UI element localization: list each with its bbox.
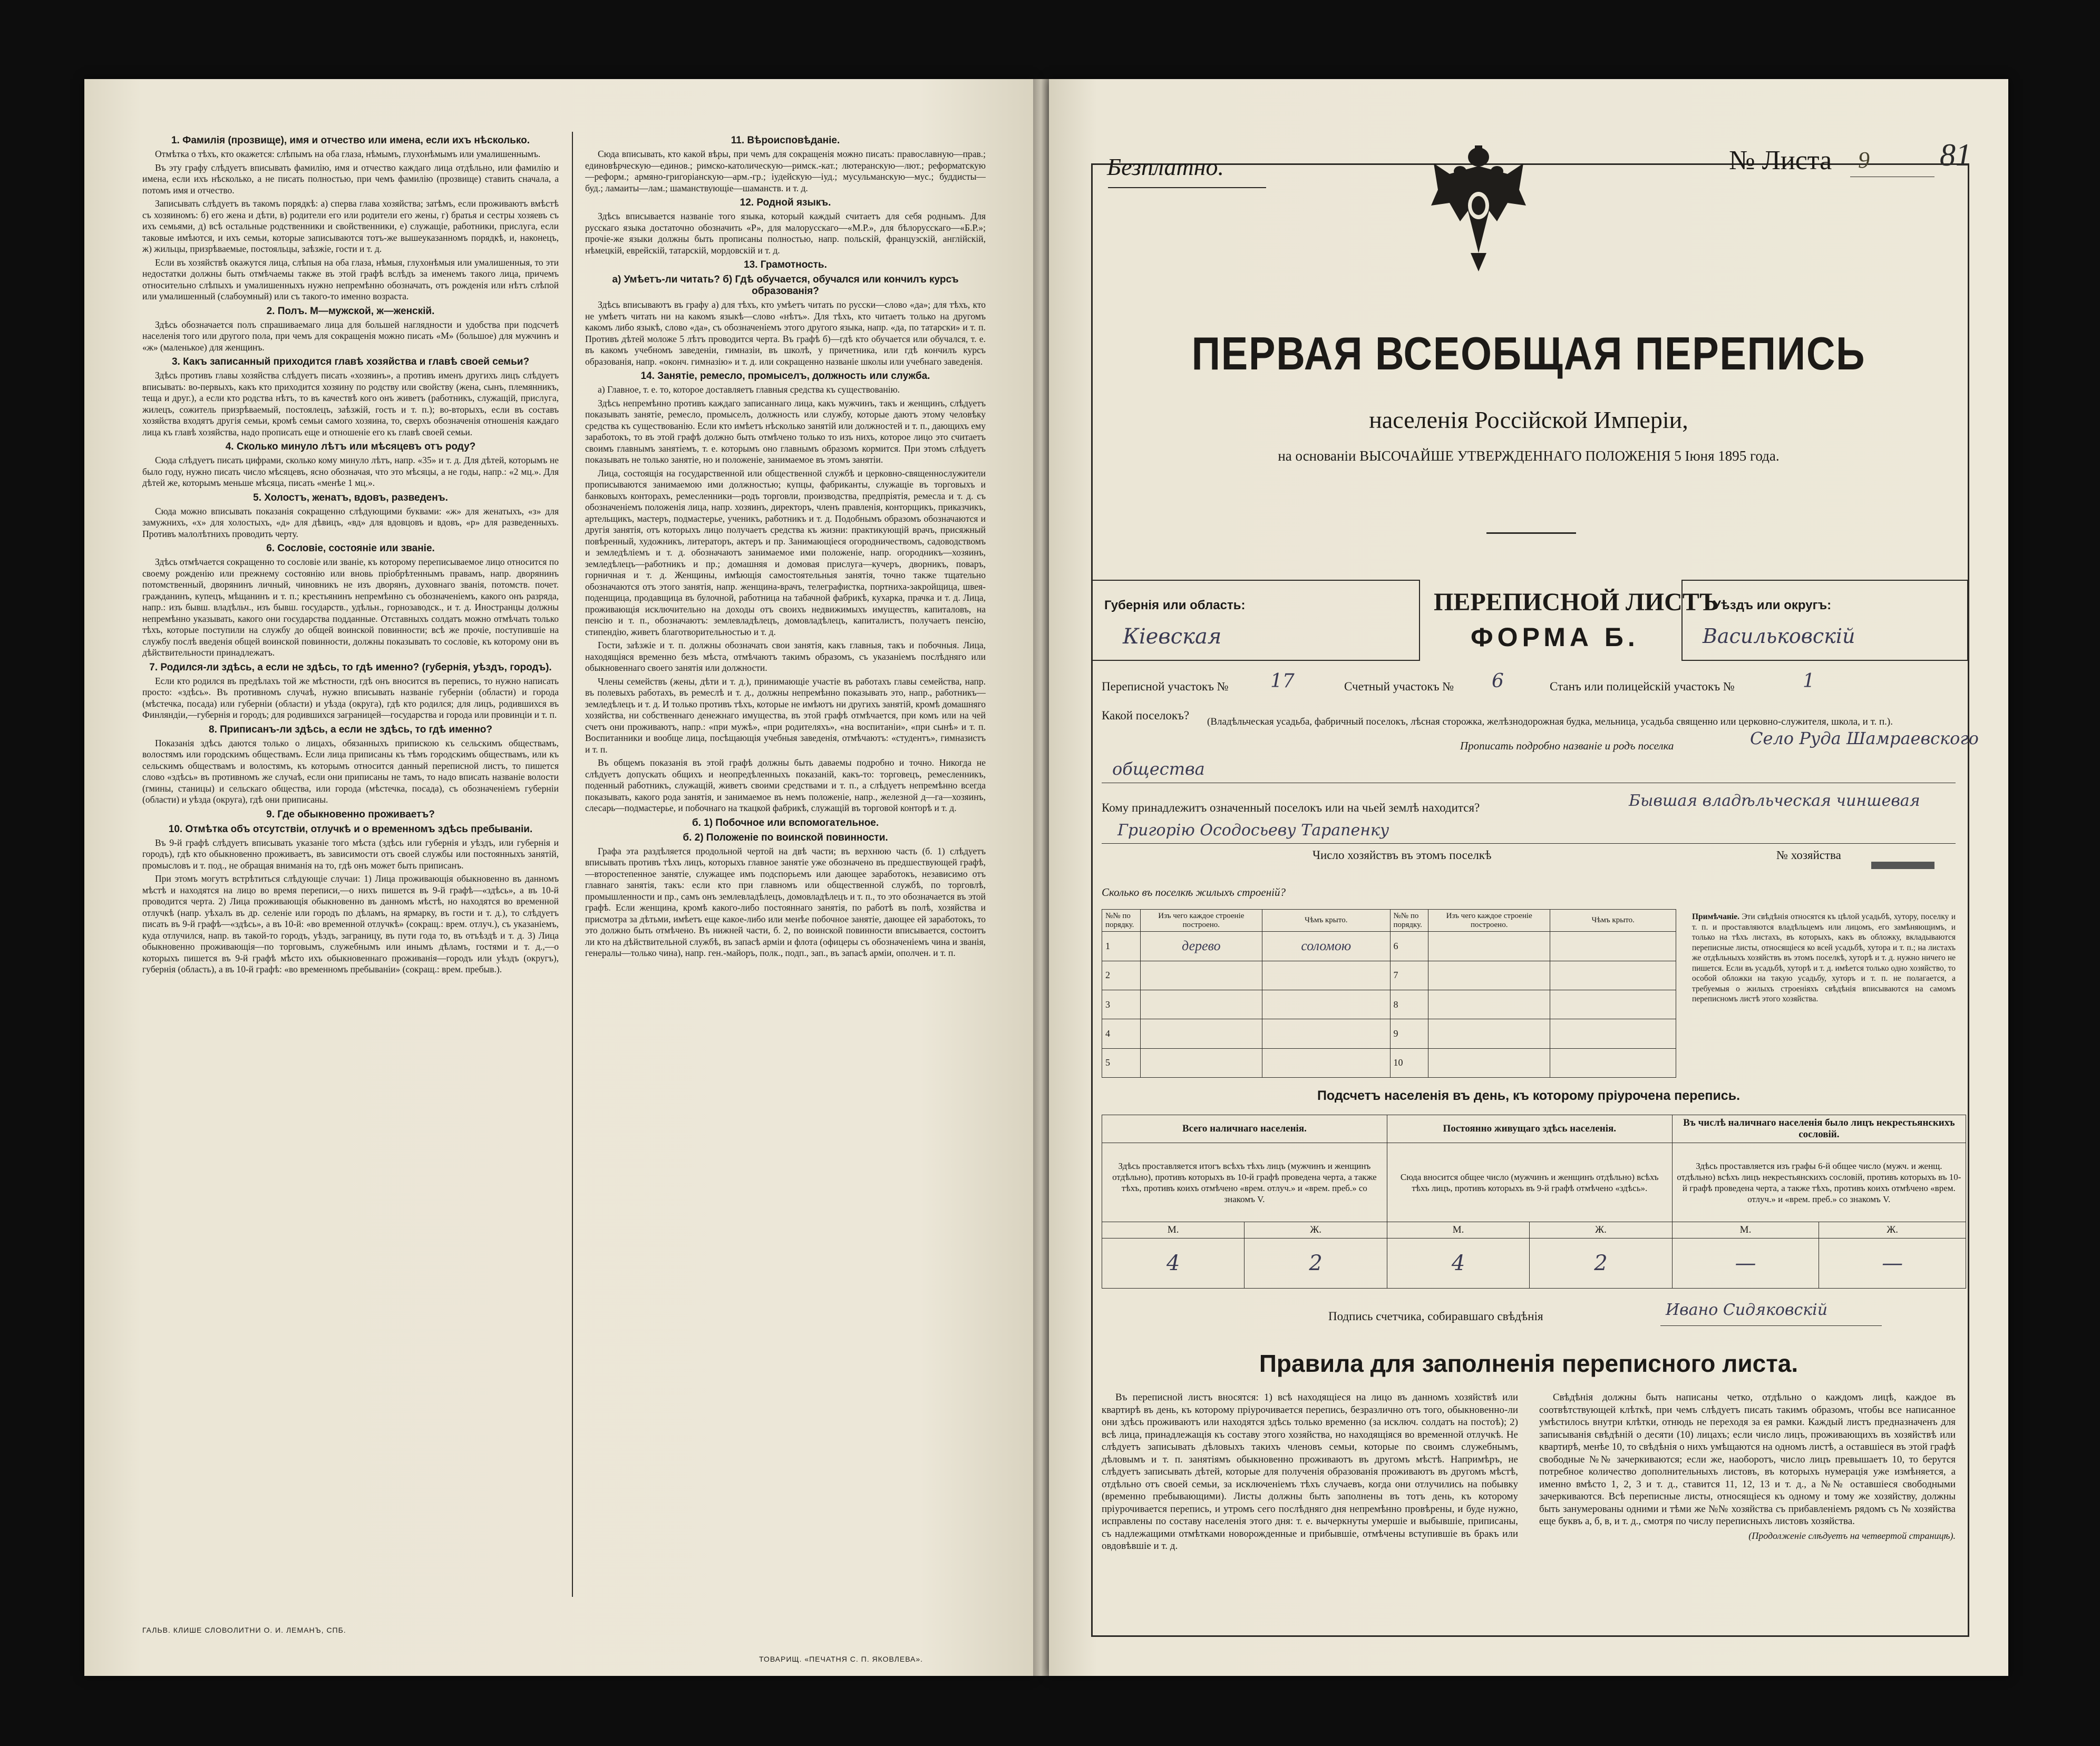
building-material-field[interactable] bbox=[1428, 990, 1550, 1019]
household-number-field[interactable] bbox=[1871, 862, 1934, 869]
present-f-head: Ж. bbox=[1245, 1222, 1387, 1238]
building-roof-field[interactable] bbox=[1550, 1048, 1676, 1077]
building-material-field[interactable] bbox=[1428, 1019, 1550, 1048]
owner-underline bbox=[1102, 843, 1956, 844]
building-number: 2 bbox=[1102, 961, 1141, 990]
building-material-field[interactable] bbox=[1140, 990, 1262, 1019]
building-number: 5 bbox=[1102, 1048, 1141, 1077]
paragraph: Въ 9-й графѣ слѣдуетъ вписывать указаніе того мѣста (здѣсь или губернія и уѣздъ, или губернія и городъ), гдѣ кто обыкновенно проживаетъ, въ зависимости отъ своей службы или постоянныхъ занятій, промысловъ и т. под., не обращая вниманія на то, гдѣ онъ может быть приписанъ. bbox=[142, 837, 559, 871]
paragraph: Здѣсь вписываютъ въ графу а) для тѣхъ, кто умѣетъ читать по русски—слово «да»; для тѣхъ, кто не умѣетъ читать ни на какомъ языкѣ—слово «нѣтъ». Для тѣхъ, кто читаетъ только на другомъ какомъ либо языкѣ, слово «да», съ обозначеніемъ этого другого языка, напр. «да, по татарски» и т. п. Противъ дѣтей моложе 5 лѣтъ проводится черта. Въ графѣ б)—гдѣ кто обучается или обучался, т. е. въ какомъ учебномъ заведеніи, гимназіи, въ школѣ, у причетника, или гдѣ кончилъ курсъ образованія, напр. «оконч. гимназію» и т. д. или сокращенно названіе школы или учебнаго заведенія. bbox=[585, 299, 986, 367]
census-title: ПЕРВАЯ ВСЕОБЩАЯ ПЕРЕПИСЬ bbox=[1191, 327, 1866, 379]
district-label: Уѣздъ или округъ: bbox=[1713, 598, 1832, 612]
buildings-note bbox=[1692, 912, 1956, 1004]
rules-text-1: Въ переписной листъ вносятся: 1) всѣ находящіеся на лицо въ данномъ хозяйствѣ или квартирѣ въ день, къ которому пріурочивается перепись, безразлично отъ того, обыкновенно-ли они здѣсь проживаютъ или находятся здѣсь только временно (за исключ. солдатъ на постоѣ); 2) всѣ лица, принадлежащія къ составу этого хозяйства, но находящіяся во временной отлучкѣ. Не слѣдуетъ записывать дѣловыхъ такихъ членовъ семьи, которые по своимъ служебнымъ, дѣловымъ и т. п. занятіямъ обыкновенно проживаютъ въ другомъ мѣстѣ. Напримѣръ, не слѣдуетъ записывать дѣтей, которые для полученія образованія проживаютъ въ другомъ мѣстѣ, отдѣльно отъ своей семьи, за исключеніемъ тѣхъ случаевъ, когда они отлучились на побывку (временно пребывающими). Листы должны быть заполнены въ тотъ день, къ которому пріурочивается перепись, и утромъ сего послѣдняго дня непремѣнно провѣрены, и буде нужно, исправлены по составу населенія этого дня: т. е. вычеркнуты умершіе и выбывшіе, приписаны, съ надлежащими отмѣтками новорожденные и прибывшіе, отмѣчены вступившіе въ бракъ или овдовѣвшіе и т. д. bbox=[1102, 1392, 1518, 1552]
owner-field-line2[interactable]: Григорію Осодосьеву Тарапенку bbox=[1117, 821, 1389, 840]
household-number-label: № хозяйства bbox=[1776, 848, 1841, 862]
households-label: Число хозяйствъ въ этомъ поселкѣ bbox=[1312, 848, 1492, 862]
paragraph: Здѣсь отмѣчается сокращенно то сословіе или званіе, къ которому переписываемое лицо относится по своему рожденію или прежнему состоянію или вновь пріобрѣтеннымъ правамъ, напр. дворянинъ потомственный, дворянинъ личный, чиновникъ не изъ дворянъ, духовнаго званія, потомств. почет. гражданинъ, купецъ, мѣщанинъ и т. п.; крестьянинъ непремѣнно съ обозначеніемъ, какого онъ разряда, напр.: изъ бывш. владѣльч., изъ бывш. государств., удѣльн., горнозаводск., и т. д. Иностранцы должны непремѣнно указывать, какого они государства подданные. Отставныхъ солдатъ можно отмѣчать только тѣхъ, которые поступили на службу до общей воинской повинности; всѣ же прочіе, поступившіе на службу послѣ введенія общей воинской повинности, должны показывать то сословіе, къ которому они въ дѣйствительности принадлежатъ. bbox=[142, 557, 559, 658]
building-number: 7 bbox=[1390, 961, 1428, 990]
col-head-num-2: №№ по порядку. bbox=[1390, 910, 1428, 932]
building-roof-field[interactable] bbox=[1262, 1048, 1390, 1077]
section-heading: 2. Полъ. М—мужской, ж—женскій. bbox=[266, 305, 435, 317]
foreign-male-count[interactable]: — bbox=[1672, 1238, 1819, 1289]
buildings-row bbox=[1102, 961, 1676, 990]
title-rule bbox=[1486, 532, 1576, 534]
section-heading: 1. Фамилія (прозвище), имя и отчество или имена, если ихъ нѣсколько. bbox=[171, 135, 530, 146]
paragraph: Сюда слѣдуетъ писать цифрами, сколько кому минуло лѣтъ, напр. «35» и т. д. Для дѣтей, которымъ не было году, нужно писать число мѣсяцевъ, ясно обозначая, что это мѣсяцы, а не годы, напр.: «2 мц.». Для дѣтей же, которымъ меньше мѣсяца, писать «менѣе 1 мц.». bbox=[142, 455, 559, 488]
paragraph: Если въ хозяйствѣ окажутся лица, слѣпыя на оба глаза, нѣмыя, глухонѣмыя или умалишенныя, то эти недостатки должны быть отмѣчаемы также въ этой графѣ вслѣдъ за именемъ такого лица, причемъ относительно слѣпыхъ и умалишенныхъ нужно непремѣнно обозначать, отъ рожденія или нѣтъ слѣпой или умалишенный (слабоумный) или съ такого-то именно возраста. bbox=[142, 257, 559, 301]
count-precinct-label: Счетный участокъ № bbox=[1344, 680, 1454, 693]
census-precinct-label: Переписной участокъ № bbox=[1102, 680, 1229, 693]
building-number: 8 bbox=[1390, 990, 1428, 1019]
paragraph: Записывать слѣдуетъ въ такомъ порядкѣ: а) сперва глава хозяйства; затѣмъ, если проживаютъ вмѣстѣ съ хозяиномъ: б) его жена и дѣти, в) родители его или родители его жены, г) братья и сестры хозяевъ съ ихъ семьями, д) всѣ остальные родственники и свойственники, е) служащіе, работники, прислуга, если таковые имѣются, и ихъ семьи, которые записываются тотъ-же вышеуказанномъ порядкѣ, и, наконецъ, ж) жильцы, призрѣваемые, постояльцы, заѣзжіе, гости и т. д. bbox=[142, 198, 559, 254]
paragraph: Здѣсь непремѣнно противъ каждаго записаннаго лица, какъ мужчинъ, такъ и женщинъ, слѣдуетъ показывать занятіе, ремесло, промыселъ, должность или службу, которые даютъ этому человѣку средства къ существованію. Если кто имѣетъ нѣсколько занятій или должностей и т. п., дающихъ ему заработокъ, то въ этой графѣ должно быть отмѣчено только то изъ нихъ, которое лицо это считаетъ своимъ главнымъ занятіемъ, т. е. которымъ оно главнымъ образомъ кормится. При этомъ слѣдуетъ показывать не только занятіе, но и положеніе, занимаемое въ этомъ занятіи. bbox=[585, 397, 986, 465]
section-heading: б. 1) Побочное или вспомогательное. bbox=[692, 817, 879, 828]
sheet-title: ПЕРЕПИСНОЙ ЛИСТЪ bbox=[1434, 588, 1719, 616]
building-roof-field[interactable] bbox=[1550, 932, 1676, 961]
permanent-header: Постоянно живущаго здѣсь населенія. bbox=[1387, 1115, 1672, 1143]
column-divider bbox=[572, 132, 573, 1597]
paragraph: Здѣсь вписывается названіе того языка, который каждый считаетъ для себя роднымъ. Для русскаго языка достаточно обозначить «Р», для малорусскаго—«М.Р.», для бѣлорусскаго—«Б.Р.»; прочіе-же языки должны быть прописаны полностью, напр. польскій, французскій, англійскій, нѣмецкій, еврейскій, татарскій, мордовскій и т. д. bbox=[585, 211, 986, 256]
paragraph: Въ общемъ показанія въ этой графѣ должны быть даваемы подробно и точно. Никогда не слѣдуетъ допускать общихъ и неопредѣленныхъ показаній, какъ-то: торговецъ, ремесленникъ, поденный работникъ, служащій, живетъ своими средствами и т. п., а слѣдуетъ непремѣнно всегда показывать, какого рода занятія, и занимаемое въ немъ положеніе, напр., железной д—га—хозяинъ, слесарь—подмастерье, и побочнаго на ткацкой фабрикѣ, служащій въ торговой конторѣ и т. д. bbox=[585, 757, 986, 813]
document-spread bbox=[84, 79, 2008, 1676]
paragraph: Здѣсь противъ главы хозяйства слѣдуетъ писать «хозяинъ», а противъ именъ другихъ лицъ слѣдуетъ вписывать: во-первыхъ, какъ кто приходится хозяину по родству или свойству (жена, сынъ, племянникъ, теща и друг.), а если кто родства нѣтъ, то въ качествѣ кого онъ живетъ (работникъ, служащій, прислуга, жилецъ, сожитель призрѣваемый, постоялецъ, заѣзжій, гость и т. п.); во-вторыхъ, если въ составъ хозяйства входятъ другія семьи, кромѣ семьи самого хозяина, то, сверхъ обозначенія отношенія каждаго лица къ главѣ хозяйства, надо прописать еще и отношеніе его къ главѣ своей семьи. bbox=[142, 370, 559, 437]
building-number: 9 bbox=[1390, 1019, 1428, 1048]
col-head-material: Изъ чего каждое строеніе построено. bbox=[1140, 910, 1262, 932]
building-roof-field[interactable] bbox=[1550, 990, 1676, 1019]
settlement-instruction bbox=[1460, 739, 1674, 753]
building-material-field[interactable] bbox=[1140, 1019, 1262, 1048]
instructions-column-1 bbox=[142, 132, 559, 1607]
imperial-eagle-emblem bbox=[1428, 142, 1529, 274]
right-page bbox=[1049, 79, 2008, 1676]
paragraph: Здѣсь обозначается полъ спрашиваемаго лица для большей наглядности и удобства при подсчетѣ населенія того или другого пола, при чемъ для сокращенія можно писать «М» (большое) для мужчинъ и «ж» (маленькое) для женщинъ. bbox=[142, 319, 559, 353]
settlement-instruction-text: Прописать подробно названіе и родъ поселка bbox=[1460, 739, 1674, 752]
building-roof-field[interactable]: соломою bbox=[1262, 932, 1390, 961]
section-heading: 13. Грамотность. bbox=[744, 259, 827, 270]
paragraph: Въ эту графу слѣдуетъ вписывать фамилію, имя и отчество каждаго лица отдѣльно, или фамилію и имена, если ихъ нѣсколько, а не писать полностью, при чемъ фамилію (прозвище) ставить сначала, а потомъ имя и отчество. bbox=[142, 162, 559, 196]
free-underline bbox=[1108, 187, 1266, 188]
building-material-field[interactable] bbox=[1428, 932, 1550, 961]
rules-column-2 bbox=[1539, 1391, 1956, 1542]
building-number: 6 bbox=[1390, 932, 1428, 961]
district-field[interactable]: Васильковскій bbox=[1703, 625, 1855, 648]
paragraph: Показанія здѣсь даются только о лицахъ, обязанныхъ припискою къ сельскимъ обществамъ, волостямъ или городскимъ обществамъ. Если лица приписаны къ тѣмъ городскимъ обществамъ, или къ сельскимъ обществамъ и волостямъ, къ которымъ относится данный переписной листъ, то пишется слово «здѣсь» въ противномъ же случаѣ, если они приписаны не тамъ, то надо вписать названіе волости (гмины, станицы) и сельскаго общества, или города (мѣстечка, посада), съ обозначеніемъ губерніи (области) и уѣзда (округа), гдѣ они приписаны. bbox=[142, 737, 559, 805]
police-precinct-label: Станъ или полицейскій участокъ № bbox=[1550, 680, 1735, 693]
foreign-description: Здѣсь проставляется изъ графы 6-й общее число (мужч. и женщ. отдѣльно) всѣхъ лицъ некрестьянскихъ сословій, противъ которыхъ въ 10-й графѣ проведена черта, а также тѣхъ, противъ коихъ отмѣчено «врем. отлуч.» и «врем. преб.» со знакомъ V. bbox=[1672, 1143, 1966, 1222]
note-text: Эти свѣдѣнія относятся къ цѣлой усадьбѣ, хутору, поселку и т. п. и проставляются владѣльцемъ или лицомъ, его замѣняющимъ, и только на тѣхъ листахъ, въ которыхъ, какъ въ обложку, вкладываются переписные листы, относящіеся ко всей усадьбѣ, хутора и т. п.; на листахъ же отдѣльныхъ хозяйствъ въ этомъ поселкѣ, хуторѣ и т. д. нужно ничего не пишется. Если въ усадьбѣ, хуторѣ и т. д. имѣется только одно хозяйство, то особой обложки на такую усадьбу, хуторъ и т. п. не полагается, а требуемыя о жилыхъ строеніяхъ свѣдѣнія вписываются на самомъ переписномъ листѣ этого хозяйства. bbox=[1692, 912, 1956, 1003]
owner-field[interactable]: Бывшая владѣльческая чиншевая bbox=[1629, 792, 1920, 810]
section-heading: а) Умѣетъ-ли читать? б) Гдѣ обучается, обучался или кончилъ курсъ образованія? bbox=[612, 274, 959, 297]
section-heading: 14. Занятіе, ремесло, промыселъ, должность или служба. bbox=[640, 370, 930, 382]
foreign-f-head: Ж. bbox=[1819, 1222, 1966, 1238]
section-heading: б. 2) Положеніе по воинской повинности. bbox=[683, 832, 888, 843]
handwritten-page-number: 81 bbox=[1940, 138, 1971, 172]
building-roof-field[interactable] bbox=[1550, 1019, 1676, 1048]
col-head-material-2: Изъ чего каждое строеніе построено. bbox=[1428, 910, 1550, 932]
census-precinct-field[interactable]: 17 bbox=[1270, 670, 1295, 692]
present-header: Всего наличнаго населенія. bbox=[1102, 1115, 1387, 1143]
census-subtitle: населенія Россійской Имперіи, bbox=[1369, 406, 1688, 433]
district-box bbox=[1681, 580, 1968, 661]
present-male-count[interactable]: 4 bbox=[1102, 1238, 1245, 1289]
section-heading: 10. Отмѣтка объ отсутствіи, отлучкѣ и о временномъ здѣсь пребываніи. bbox=[168, 823, 533, 835]
section-heading: 5. Холостъ, женатъ, вдовъ, разведенъ. bbox=[253, 492, 448, 503]
paragraph: Отмѣтка о тѣхъ, кто окажется: слѣпымъ на оба глаза, нѣмымъ, глухонѣмымъ или умалишеннымъ. bbox=[155, 149, 541, 159]
settlement-label: Какой поселокъ? bbox=[1102, 709, 1190, 722]
police-precinct-field[interactable]: 1 bbox=[1803, 670, 1815, 692]
building-roof-field[interactable] bbox=[1262, 1019, 1390, 1048]
count-precinct-field[interactable]: 6 bbox=[1492, 670, 1504, 692]
building-number: 3 bbox=[1102, 990, 1141, 1019]
building-material-field[interactable] bbox=[1428, 961, 1550, 990]
building-material-field[interactable] bbox=[1140, 1048, 1262, 1077]
province-label: Губернія или область: bbox=[1104, 598, 1246, 612]
settlement-field-line2[interactable]: общества bbox=[1112, 759, 1205, 779]
building-roof-field[interactable] bbox=[1262, 961, 1390, 990]
building-material-field[interactable] bbox=[1428, 1048, 1550, 1077]
building-number: 10 bbox=[1390, 1048, 1428, 1077]
paragraph: При этомъ могутъ встрѣтиться слѣдующіе случаи: 1) Лица проживающія обыкновенно въ данномъ мѣстѣ и находятся на лицо во время переписи,—о нихъ пишется въ 9-й графѣ—«здѣсь», а въ 10-й проводится черта. 2) Лица проживающія обыкновенно въ данномъ мѣстѣ, но находятся во временной отлучкѣ (напр. уѣхалъ въ др. селеніе или городъ по дѣламъ, на ярмарку, въ гости и т. д.), то слѣдуетъ писать въ 9-й графѣ—«здѣсь», а въ 10-й: «во временной отлучкѣ» (сокращ.: врем. отлуч.), съ указаніемъ, куда отлучился, напр. въ такой-то городъ, уѣздъ, заграницу, въ пути года то, въ отъѣздѣ и т. д. 3) Лица обыкновенно проживающія—по торговымъ, служебнымъ или инымъ дѣламъ, гостями и т. д.,—о которыхъ пишется въ 9-й графѣ мѣсто ихъ обыкновеннаго проживанія—городъ или уѣздъ (округъ), губернія (область), а въ 10-й графѣ: «во временномъ пребываніи» (сокращ.: врем. пребыв.). bbox=[142, 873, 559, 974]
building-number: 4 bbox=[1102, 1019, 1141, 1048]
rules-title: Правила для заполненія переписного листа. bbox=[1259, 1350, 1798, 1377]
building-material-field[interactable]: дерево bbox=[1140, 932, 1262, 961]
section-heading: 12. Родной языкъ. bbox=[740, 197, 831, 208]
section-heading: 7. Родился-ли здѣсь, а если не здѣсь, то гдѣ именно? (губернія, уѣздъ, городъ). bbox=[149, 661, 552, 673]
book-gutter bbox=[1033, 79, 1049, 1676]
signature-underline bbox=[1660, 1325, 1882, 1326]
permanent-female-count[interactable]: 2 bbox=[1530, 1238, 1672, 1289]
continued-note: (Продолженіе слѣдуетъ на четвертой страницѣ). bbox=[1748, 1530, 1956, 1541]
buildings-label bbox=[1102, 885, 1286, 899]
rules-text-2: Свѣдѣнія должны быть написаны четко, отдѣльно о каждомъ лицѣ, каждое въ соотвѣтствующей клѣткѣ, при чемъ слѣдуетъ писать такимъ образомъ, чтобы все написанное умѣстилось внутри клѣтки, отнюдь не переходя за ея рамки. Каждый листъ предназначенъ для записыванія свѣдѣній о десяти (10) лицахъ; если число лицъ, проживающихъ въ хозяйствѣ или квартирѣ, менѣе 10, то свѣдѣнія о нихъ умѣщаются на одномъ листѣ, а оставшіеся въ этой графѣ свободные №№ зачеркиваются; если же, наоборотъ, число лицъ превышаетъ 10, то берутся потребное количество дополнительныхъ листовъ, въ которыхъ нумерація уже измѣняется, а именно вмѣсто 1, 2, 3 и т. д., ставится 11, 12, 13 и т. д., а №№ оставшіеся свободными зачеркиваются. Всѣ переписные листы, относящіеся къ одному и тому же хозяйству, должны быть занумерованы одними и тѣми же №№ хозяйства съ прибавленіемъ рядомъ съ № хозяйства еще буквъ а, б, в, и т. д., смотря по числу переписныхъ листовъ хозяйства. bbox=[1539, 1392, 1956, 1527]
note-title: Примѣчаніе. bbox=[1692, 912, 1739, 921]
perm-m-head: М. bbox=[1387, 1222, 1529, 1238]
permanent-description: Сюда вносится общее число (мужчинъ и женщинъ отдѣльно) всѣхъ тѣхъ лицъ, противъ которыхъ въ 9-й графѣ отмѣчено «здѣсь». bbox=[1387, 1143, 1672, 1222]
building-number: 1 bbox=[1102, 932, 1141, 961]
buildings-label-text: Сколько въ поселкѣ жилыхъ строеній? bbox=[1102, 886, 1286, 899]
paragraph: Лица, состоящія на государственной или общественной службѣ и церковно-священнослужители прописываются занимаемою ими должностью; купцы, фабриканты, служащіе въ торговыхъ и банковыхъ конторахъ, ремесленники—родъ торговли, производства, предпріятія, ремесла и т. д. съ обозначеніемъ положенія лица, напр. хозяинъ, директоръ, членъ правленія, конторщикъ, приказчикъ, артельщикъ, мастеръ, подмастерье, ученикъ, работникъ и т. д. Подобнымъ образомъ обозначаются и другія занятія, отъ которыхъ лицо получаетъ средства къ жизни: практикующій врачъ, присяжный повѣренный, художникъ, литераторъ, актеръ и пр. Занимающіеся огородничествомъ, садоводствомъ и земледѣліемъ и т. д. обозначаютъ занимаемое ими положеніе, напр. огородникъ—хозяинъ, земледѣлецъ—работникъ и пр.; домашняя и домовая прислуга—кучеръ, дворникъ, поваръ, горничная и т. д. Женщины, имѣющія самостоятельныя занятія, точно также тщательно обозначаются отъ этого занятія, напр. женщина-врачъ, телеграфистка, портниха-закройщица, швея-поденщица, продавщица въ булочной, работница на табачной фабрикѣ, кухарка, прачка и т. д. Лица, проживающія исключительно на доходы отъ своихъ недвижимыхъ имуществъ, капиталовъ, на пенсію и т. п., обозначаютъ: землевладѣлецъ, домовладѣлецъ, капиталистъ, получаетъ пенсію, стипендію, живетъ благотворительностью и т. д. bbox=[585, 467, 986, 637]
paragraph: Сюда вписывать, кто какой вѣры, при чемъ для сокращенія можно писать: православную—прав.; единовѣрческую—единов.; римско-католическую—римск.-кат.; лютеранскую—лют.; реформатскую—реформ.; армяно-григоріанскую—арм.-гр.; іудейскую—іуд.; мусульманскую—мус.; буддисты—буд.; ламаиты—лам.; шаманствующіе—шаманств. и т. д. bbox=[585, 149, 986, 193]
buildings-table bbox=[1102, 909, 1676, 1078]
present-m-head: М. bbox=[1102, 1222, 1245, 1238]
instructions-column-2 bbox=[585, 132, 986, 1607]
col-head-num: №№ по порядку. bbox=[1102, 910, 1141, 932]
building-roof-field[interactable] bbox=[1262, 990, 1390, 1019]
present-female-count[interactable]: 2 bbox=[1245, 1238, 1387, 1289]
owner-label: Кому принадлежитъ означенный поселокъ или на чьей землѣ находится? bbox=[1102, 801, 1480, 814]
buildings-row bbox=[1102, 1019, 1676, 1048]
paragraph: Графа эта раздѣляется продольной чертой на двѣ части; въ верхнюю часть (б. 1) слѣдуетъ вписывать противъ тѣхъ лицъ, которыхъ главное занятіе уже обозначено въ предшествующей графѣ,—второстепенное занятіе, служащее имъ подспорьемъ или дающее заработокъ, независимо отъ главнаго занятія, такъ: если кто при главномъ или общественной службѣ, по торговлѣ, промышленности и пр., самъ онъ землевладѣлецъ, домовладѣлецъ и т. п., то это обозначается въ этой графѣ. Если женщина, кромѣ какого-либо постояннаго занятія, по работѣ въ полѣ, хозяйства и присмотра за дѣтьми, имѣетъ еще какое-либо или менѣе побочное занятіе, дающее ей заработокъ, то это должно быть отмѣчено. Въ нижней части, б. 2, по воинской повинности вписывается, состоитъ ли кто на дѣйствительной службѣ, въ запасѣ армiи и флота (офицеры съ обозначеніемъ чина и званія, генералы—только чина), напр. ген.-майоръ, полк., подп., зап., въ запасѣ армiи, ополчен. и т. п. bbox=[585, 845, 986, 958]
foreign-female-count[interactable]: — bbox=[1819, 1238, 1966, 1289]
settlement-hint: (Владѣльческая усадьба, фабричный поселокъ, лѣсная сторожка, желѣзнодорожная будка, мельница, усадьба священно или церковно-служителя, школа, и т. п.). bbox=[1207, 716, 1893, 727]
rules-column-1 bbox=[1102, 1391, 1518, 1555]
section-heading: 4. Сколько минуло лѣтъ или мѣсяцевъ отъ роду? bbox=[225, 441, 476, 452]
paragraph: а) Главное, т. е. то, которое доставляетъ главныя средства къ существованію. bbox=[598, 384, 900, 395]
building-roof-field[interactable] bbox=[1550, 961, 1676, 990]
section-heading: 8. Приписанъ-ли здѣсь, а если не здѣсь, то гдѣ именно? bbox=[209, 724, 492, 735]
legal-basis-line: на основаніи ВЫСОЧАЙШЕ УТВЕРЖДЕННАГО ПОЛОЖЕНІЯ 5 Іюня 1895 года. bbox=[1278, 448, 1780, 464]
signature-label: Подпись счетчика, собиравшаго свѣдѣнія bbox=[1328, 1310, 1543, 1323]
province-field[interactable]: Кіевская bbox=[1123, 625, 1222, 649]
buildings-row bbox=[1102, 932, 1676, 961]
col-head-roof-2: Чѣмъ крыто. bbox=[1550, 910, 1676, 932]
paragraph: Гости, заѣзжіе и т. п. должны обозначать свои занятія, какъ главныя, такъ и побочныя. Лица, находящіяся временно безъ мѣста, отмѣчаютъ такимъ образомъ, съ указаніемъ послѣдняго или обыкновеннаго своего занятія или должности. bbox=[585, 640, 986, 673]
footer-print-credit-right: ТОВАРИЩ. «ПЕЧАТНЯ С. П. ЯКОВЛЕВА». bbox=[759, 1655, 923, 1663]
population-count-table bbox=[1102, 1115, 1966, 1289]
left-page bbox=[84, 79, 1033, 1676]
paragraph: Сюда можно вписывать показанія сокращенно слѣдующими буквами: «ж» для женатыхъ, «з» для замужнихъ, «х» для холостыхъ, «д» для дѣвицъ, «вд» для вдовцовъ и вдовъ, «р» для разведенныхъ. Противъ малолѣтнихъ проводить черту. bbox=[142, 505, 559, 539]
perm-f-head: Ж. bbox=[1530, 1222, 1672, 1238]
signature-field[interactable]: Ивано Сидяковскій bbox=[1666, 1301, 1828, 1319]
sheet-number-label: № Листа bbox=[1729, 145, 1832, 175]
foreign-header: Въ числѣ наличнаго населенія было лицъ некрестьянскихъ сословій. bbox=[1672, 1115, 1966, 1143]
footer-print-credit-left: ГАЛЬВ. КЛИШЕ СЛОВОЛИТНИ О. И. ЛЕМАНЪ, СПБ. bbox=[142, 1626, 346, 1634]
present-description: Здѣсь проставляется итогъ всѣхъ тѣхъ лицъ (мужчинъ и женщинъ отдѣльно), противъ которыхъ въ 10-й графѣ проведена черта, а также тѣхъ, противъ коихъ отмѣчено «врем. отлуч.» и «врем. преб.» со знакомъ V. bbox=[1102, 1143, 1387, 1222]
building-material-field[interactable] bbox=[1140, 961, 1262, 990]
section-heading: 9. Где обыкновенно проживаетъ? bbox=[266, 808, 435, 820]
section-heading: 11. Вѣроисповѣданіе. bbox=[731, 135, 840, 146]
col-head-roof: Чѣмъ крыто. bbox=[1262, 910, 1390, 932]
paragraph: Члены семействъ (жены, дѣти и т. д.), принимающіе участіе въ работахъ главы семейства, напр. въ полевыхъ работахъ, въ ремеслѣ и т. д., должны непремѣнно показывать это, напр., работникъ—земледѣлецъ и т. д. И только противъ тѣхъ, которые не имѣютъ ни другихъ занятій, кромѣ домашняго хозяйства, ни собственнаго денежнаго имущества, въ этой графѣ отмѣчается, при комъ или на чей счетъ они проживаютъ, напр.: «при мужѣ», «при родителяхъ», «на воспитаніи», «при сынѣ» и т. п. Воспитанники и вообще лица, посѣщающія учебныя заведенія, отмѣчаютъ: «студентъ», гимназистъ и т. п. bbox=[585, 676, 986, 755]
form-title: ФОРМА Б. bbox=[1471, 622, 1639, 652]
sheet-number-value[interactable]: 9 bbox=[1858, 147, 1870, 173]
paragraph: Если кто родился въ предѣлахъ той же мѣстности, гдѣ онъ вносится въ перепись, то нужно написать просто: «здѣсь». Въ противномъ случаѣ, нужно вписывать названіе губерніи (области) и города (мѣстечка, посада) или губерніи (области) и уѣзда (округа), гдѣ кто родился; для лицъ, родившихся въ Финляндіи,—губернія и городъ; для родившихся заграницей—государства и города или провинціи и т. п. bbox=[142, 675, 559, 720]
permanent-male-count[interactable]: 4 bbox=[1387, 1238, 1529, 1289]
section-heading: 3. Какъ записанный приходится главѣ хозяйства и главѣ своей семьи? bbox=[171, 356, 530, 367]
free-of-charge-label: Безплатно. bbox=[1107, 153, 1224, 180]
foreign-m-head: М. bbox=[1672, 1222, 1819, 1238]
count-heading: Подсчетъ населенія въ день, къ которому пріурочена перепись. bbox=[1317, 1088, 1741, 1103]
section-heading: 6. Сословіе, состояніе или званіе. bbox=[266, 543, 435, 554]
buildings-row bbox=[1102, 1048, 1676, 1077]
settlement-field[interactable]: Село Руда Шамраевского bbox=[1750, 728, 1979, 748]
buildings-row bbox=[1102, 990, 1676, 1019]
